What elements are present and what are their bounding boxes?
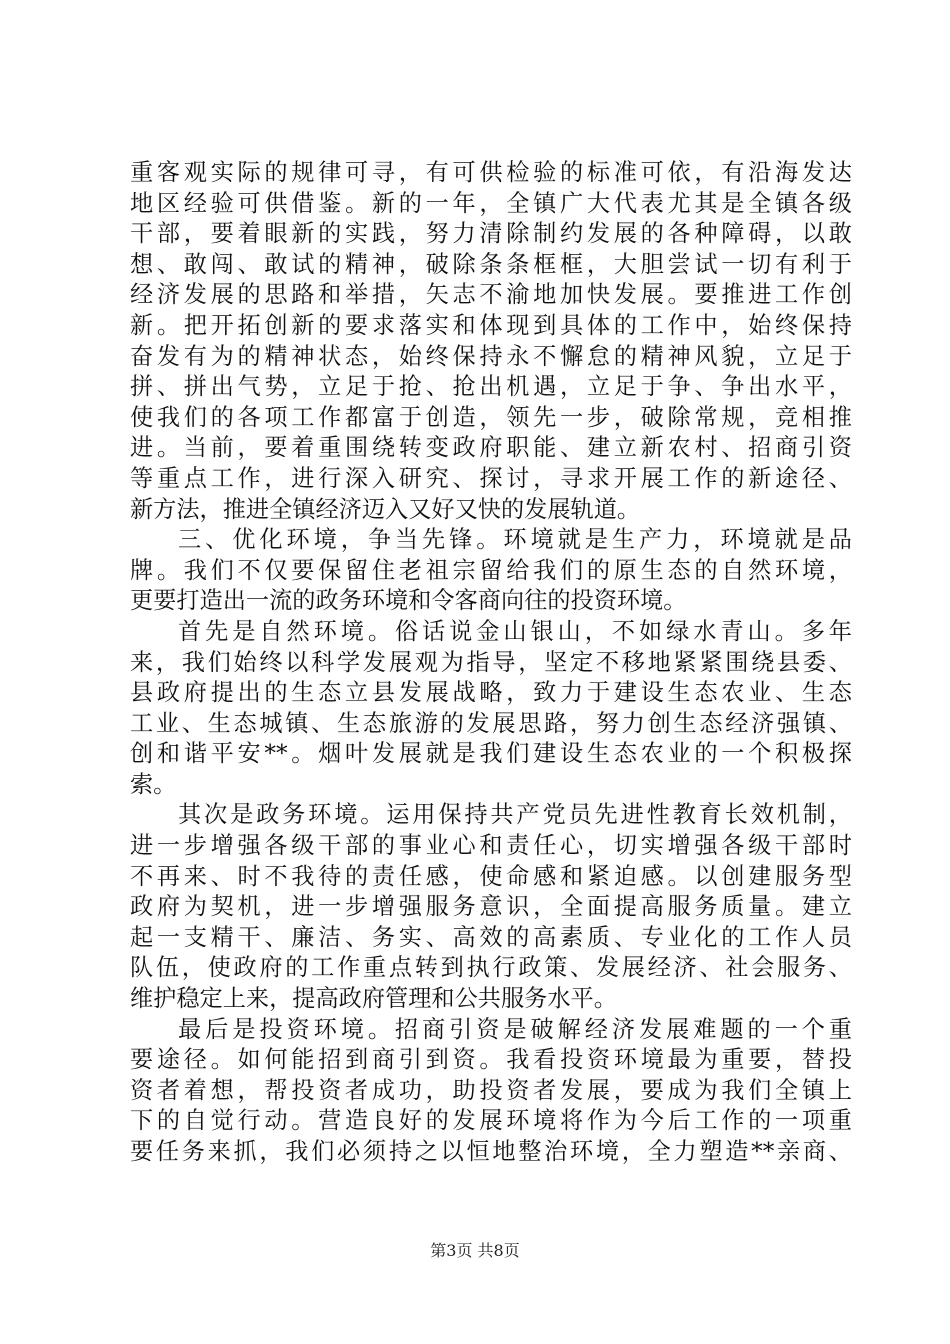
text-line: 政府为契机，进一步增强服务意识，全面提高服务质量。建立 xyxy=(130,893,852,921)
text-line: 进一步增强各级干部的事业心和责任心，切实增强各级干部时 xyxy=(130,832,852,860)
text-line: 干部，要着眼新的实践，努力清除制约发展的各种障碍，以敢 xyxy=(130,220,852,248)
text-line: 维护稳定上来，提高政府管理和公共服务水平。 xyxy=(130,985,617,1013)
text-line: 要任务来抓，我们必须持之以恒地整治环境，全力塑造**亲商、 xyxy=(130,1138,852,1165)
text-line: 使我们的各项工作都富于创造，领先一步，破除常规，竞相推 xyxy=(130,403,852,431)
text-line: 等重点工作，进行深入研究、探讨，寻求开展工作的新途径、 xyxy=(130,464,852,492)
text-line: 更要打造出一流的政务环境和令客商向往的投资环境。 xyxy=(130,587,687,615)
text-line: 资者着想，帮投资者成功，助投资者发展，要成为我们全镇上 xyxy=(130,1076,852,1104)
text-line: 重客观实际的规律可寻，有可供检验的标准可依，有沿海发达 xyxy=(130,159,852,186)
text-line: 不再来、时不我待的责任感，使命感和紧迫感。以创建服务型 xyxy=(130,862,852,890)
paragraph-start-line: 其次是政务环境。运用保持共产党员先进性教育长效机制， xyxy=(178,801,852,829)
text-line: 工业、生态城镇、生态旅游的发展思路，努力创生态经济强镇、 xyxy=(130,709,852,737)
document-body xyxy=(130,158,852,1168)
text-line: 起一支精干、廉洁、务实、高效的高素质、专业化的工作人员 xyxy=(130,923,852,951)
text-line: 要途径。如何能招到商引到资。我看投资环境最为重要，替投 xyxy=(130,1046,852,1074)
text-line: 索。 xyxy=(130,770,177,798)
page-number-label: 第3页 共8页 xyxy=(430,1241,520,1260)
text-line: 想、敢闯、敢试的精神，破除条条框框，大胆尝试一切有利于 xyxy=(130,250,852,278)
text-line: 下的自觉行动。营造良好的发展环境将作为今后工作的一项重 xyxy=(130,1107,852,1135)
paragraph-start-line: 最后是投资环境。招商引资是破解经济发展难题的一个重 xyxy=(178,1015,852,1043)
paragraph-start-line: 三、优化环境，争当先锋。环境就是生产力，环境就是品 xyxy=(178,526,852,554)
text-line: 来，我们始终以科学发展观为指导，坚定不移地紧紧围绕县委、 xyxy=(130,648,852,676)
text-line: 进。当前，要着重围绕转变政府职能、建立新农村、招商引资 xyxy=(130,434,852,462)
text-line: 奋发有为的精神状态，始终保持永不懈怠的精神风貌，立足于 xyxy=(130,342,852,370)
page-footer xyxy=(0,1240,950,1262)
text-line: 创和谐平安**。烟叶发展就是我们建设生态农业的一个积极探 xyxy=(130,740,852,768)
text-line: 新。把开拓创新的要求落实和体现到具体的工作中，始终保持 xyxy=(130,311,852,339)
text-line: 县政府提出的生态立县发展战略，致力于建设生态农业、生态 xyxy=(130,679,852,707)
text-line: 牌。我们不仅要保留住老祖宗留给我们的原生态的自然环境， xyxy=(130,556,852,584)
text-line: 拼、拼出气势，立足于抢、抢出机遇，立足于争、争出水平， xyxy=(130,373,852,401)
paragraph-start-line: 首先是自然环境。俗话说金山银山，不如绿水青山。多年 xyxy=(178,617,852,645)
text-line: 地区经验可供借鉴。新的一年，全镇广大代表尤其是全镇各级 xyxy=(130,189,852,217)
text-line: 经济发展的思路和举措，矢志不渝地加快发展。要推进工作创 xyxy=(130,281,852,309)
text-line: 新方法，推进全镇经济迈入又好又快的发展轨道。 xyxy=(130,495,641,523)
text-line: 队伍，使政府的工作重点转到执行政策、发展经济、社会服务、 xyxy=(130,954,852,982)
